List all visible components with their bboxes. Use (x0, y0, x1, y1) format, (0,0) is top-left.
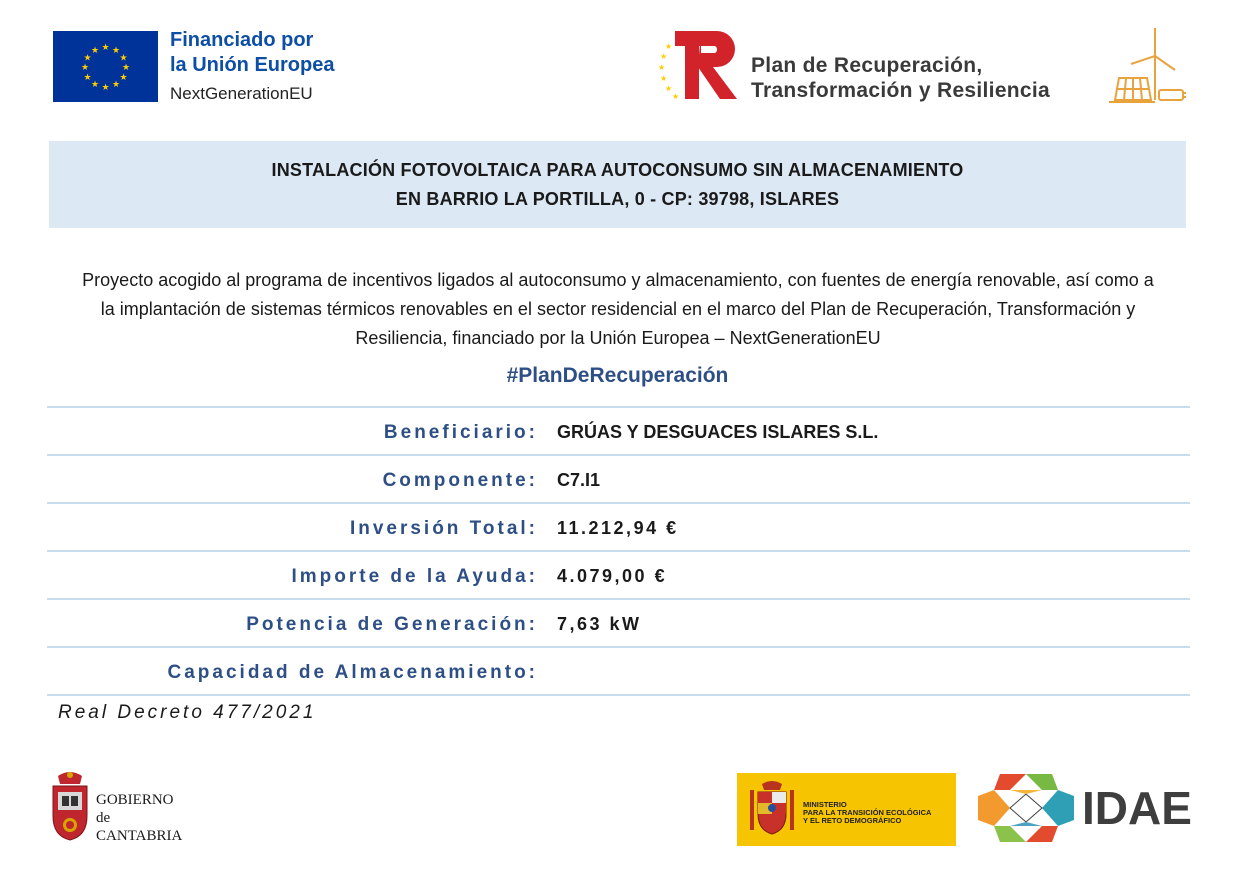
svg-text:★: ★ (90, 80, 100, 90)
info-label: Capacidad de Almacenamiento: (167, 662, 538, 683)
info-label: Potencia de Generación: (246, 614, 538, 635)
info-value: 4.079,00 € (557, 566, 668, 586)
info-label: Beneficiario: (383, 422, 538, 443)
svg-text:★: ★ (101, 83, 110, 93)
svg-text:★: ★ (660, 74, 668, 83)
info-row-importe-ayuda (47, 550, 1190, 598)
ministerio-line2: PARA LA TRANSICIÓN ECOLÓGICA (803, 808, 932, 817)
svg-text:★: ★ (672, 92, 680, 101)
info-row-capacidad (47, 646, 1190, 696)
cantabria-line3: CANTABRIA (96, 828, 183, 844)
svg-text:★: ★ (119, 73, 128, 83)
svg-text:★: ★ (83, 53, 92, 64)
svg-text:★: ★ (665, 42, 673, 51)
svg-text:★: ★ (658, 63, 666, 72)
project-title-line1: INSTALACIÓN FOTOVOLTAICA PARA AUTOCONSUMO SIN ALMACENAMIENTO (271, 159, 964, 180)
ministerio-line3: Y EL RETO DEMOGRÁFICO (803, 816, 902, 825)
cantabria-line1: GOBIERNO (96, 792, 174, 808)
svg-text:★: ★ (90, 46, 100, 56)
idae-wordmark: IDAE (1082, 782, 1192, 834)
eu-flag-icon (53, 31, 158, 102)
eu-funding-line2: la Unión Europea (170, 54, 335, 76)
hashtag: #PlanDeRecuperación (506, 364, 729, 387)
project-description: Proyecto acogido al programa de incentivos ligados al autoconsumo y almacenamiento, con fuentes de energía renovable, así como a la implantación de sistemas térmicos renovables en el sector residencial en el marco del Plan de Recuperación, Transformación y Resiliencia, financiado por la Unión Europea – NextGenerationEU (82, 270, 1154, 348)
info-row-potencia (47, 598, 1190, 646)
svg-text:★: ★ (80, 63, 90, 73)
idae-logo-icon (976, 772, 1076, 844)
project-title-line2: EN BARRIO LA PORTILLA, 0 - CP: 39798, ISLARES (395, 188, 840, 209)
info-value: GRÚAS Y DESGUACES ISLARES S.L. (557, 422, 879, 442)
svg-text:★: ★ (83, 73, 92, 83)
svg-text:★: ★ (121, 63, 131, 73)
svg-text:★: ★ (660, 52, 668, 61)
info-table (47, 406, 1190, 696)
prtr-title-line1: Plan de Recuperación, (751, 54, 983, 77)
svg-text:★: ★ (665, 84, 673, 93)
info-label: Componente: (382, 470, 538, 491)
eu-funding-line1: Financiado por (170, 29, 314, 51)
title-banner (49, 141, 1186, 228)
cantabria-line2: de (96, 810, 111, 826)
info-value: 7,63 kW (557, 614, 642, 634)
info-value: C7.I1 (557, 470, 601, 490)
cantabria-shield-icon (50, 770, 90, 842)
svg-text:★: ★ (111, 80, 121, 90)
svg-text:★: ★ (101, 43, 110, 53)
info-label: Importe de la Ayuda: (291, 566, 538, 587)
svg-text:★: ★ (111, 46, 121, 56)
info-value: 11.212,94 € (557, 518, 679, 538)
info-row-inversion-total (47, 502, 1190, 550)
eu-funding-line3: NextGenerationEU (170, 84, 313, 103)
spain-shield-icon (746, 780, 798, 838)
svg-text:★: ★ (119, 53, 128, 64)
info-label: Inversión Total: (349, 518, 538, 539)
prtr-title-line2: Transformación y Resiliencia (751, 79, 1051, 102)
info-row-beneficiario (47, 406, 1190, 454)
prtr-logo-icon (657, 29, 742, 101)
decree-reference: Real Decreto 477/2021 (58, 702, 317, 723)
ministerio-line1: MINISTERIO (803, 800, 847, 809)
renewable-energy-icon (1105, 26, 1189, 108)
info-row-componente (47, 454, 1190, 502)
